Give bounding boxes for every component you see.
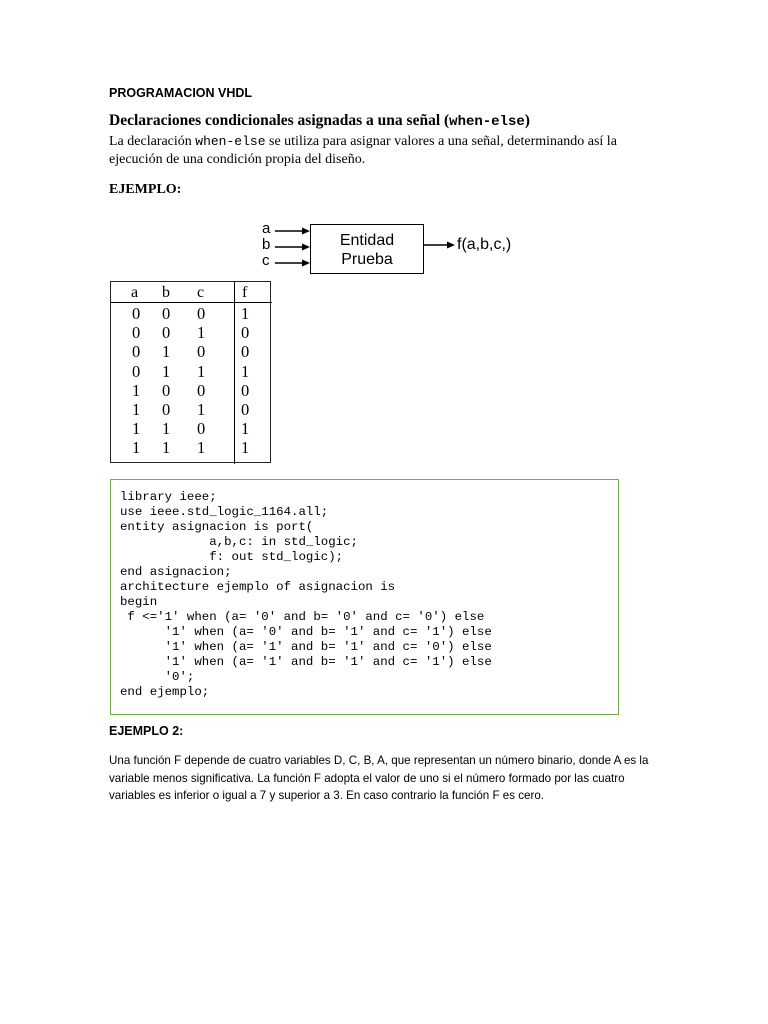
truth-table <box>110 281 271 463</box>
code-lines <box>120 490 492 700</box>
input-label-c: c <box>262 252 270 269</box>
truth-table-cell: 1 <box>241 361 250 381</box>
truth-table-cell: 0 <box>197 304 206 323</box>
truth-table-cell: 1 <box>132 400 141 419</box>
truth-table-cell: 1 <box>162 342 171 362</box>
code-line: '1' when (a= '1' and b= '1' and c= '1') else <box>120 655 492 669</box>
code-line: begin <box>120 595 158 609</box>
code-line: f <='1' when (a= '0' and b= '0' and c= '0') else <box>120 610 485 624</box>
truth-table-cell: 1 <box>132 438 141 458</box>
truth-table-cell: 0 <box>241 342 250 362</box>
output-label: f(a,b,c,) <box>457 236 512 253</box>
example2-paragraph: Una función F depende de cuatro variables D, C, B, A, que representan un número binario, donde A es la variable menos significativa. La función F adopta el valor de uno si el número formado por las cuatro variables es inferior o igual a 7 y superior a 3. En caso contrario la función F es cero. <box>109 754 649 802</box>
truth-table-cell: 1 <box>241 304 250 323</box>
truth-table-cell: 1 <box>197 323 206 343</box>
truth-table-cell: 1 <box>162 361 171 381</box>
input-label-b: b <box>262 236 271 253</box>
truth-table-cell: 1 <box>197 400 206 419</box>
code-line: end asignacion; <box>120 565 232 579</box>
code-line: '0'; <box>120 670 195 684</box>
truth-table-header-c: c <box>197 284 205 301</box>
section-title-prefix: Declaraciones condicionales asignadas a una señal ( <box>109 112 450 129</box>
code-line: entity asignacion is port( <box>120 520 314 534</box>
intro-prefix: La declaración <box>109 134 196 149</box>
truth-table-cell: 0 <box>132 361 141 381</box>
truth-table-cell: 1 <box>197 438 206 458</box>
truth-table-cell: 0 <box>132 323 141 343</box>
truth-table-cell: 0 <box>197 342 206 362</box>
section-title <box>109 112 530 130</box>
truth-table-cell: 1 <box>162 438 171 458</box>
intro-suffix: se utiliza para asignar valores a una señal, determinando así la ejecución de una condición propia del diseño. <box>109 134 617 167</box>
truth-table-cell: 1 <box>241 438 250 458</box>
truth-table-cell: 1 <box>241 419 250 439</box>
truth-table-cell: 1 <box>132 419 141 439</box>
code-line: use ieee.std_logic_1164.all; <box>120 505 329 519</box>
code-line: '1' when (a= '0' and b= '1' and c= '1') else <box>120 625 492 639</box>
intro-paragraph <box>109 133 669 168</box>
document-heading: PROGRAMACION VHDL <box>109 86 253 100</box>
entity-block-diagram <box>258 218 528 280</box>
truth-table-cell: 0 <box>241 400 250 419</box>
section-title-code: when-else <box>449 114 525 130</box>
truth-table-cell: 0 <box>162 323 171 343</box>
example2-label: EJEMPLO 2: <box>109 724 184 738</box>
code-line: a,b,c: in std_logic; <box>120 535 358 549</box>
intro-code: when-else <box>195 134 266 149</box>
truth-table-cell: 0 <box>162 400 171 419</box>
truth-table-cell: 0 <box>162 380 171 400</box>
section-title-suffix: ) <box>524 112 530 129</box>
code-line: library ieee; <box>120 490 217 504</box>
truth-table-cell: 0 <box>162 304 171 323</box>
truth-table-cell: 0 <box>241 323 250 343</box>
example-label: EJEMPLO: <box>109 182 182 197</box>
input-label-a: a <box>262 220 271 237</box>
truth-table-cell: 0 <box>241 380 250 400</box>
code-line: architecture ejemplo of asignacion is <box>120 580 396 594</box>
truth-table-cell: 1 <box>132 380 141 400</box>
truth-table-cell: 0 <box>132 342 141 362</box>
truth-table-header-f: f <box>242 284 248 301</box>
truth-table-cell: 0 <box>132 304 141 323</box>
code-line: f: out std_logic); <box>120 550 344 564</box>
code-line: '1' when (a= '1' and b= '1' and c= '0') else <box>120 640 492 654</box>
entity-box <box>310 224 424 274</box>
entity-label-line2: Prueba <box>341 251 393 268</box>
vhdl-code-block <box>110 479 619 715</box>
truth-table-header-b: b <box>162 284 170 301</box>
entity-label-line1: Entidad <box>339 232 395 249</box>
truth-table-cell: 1 <box>197 361 206 381</box>
truth-table-cell: 0 <box>197 380 206 400</box>
code-line: end ejemplo; <box>120 685 210 699</box>
truth-table-cell: 1 <box>162 419 171 439</box>
truth-table-header-a: a <box>131 284 139 301</box>
truth-table-cell: 0 <box>197 419 206 439</box>
